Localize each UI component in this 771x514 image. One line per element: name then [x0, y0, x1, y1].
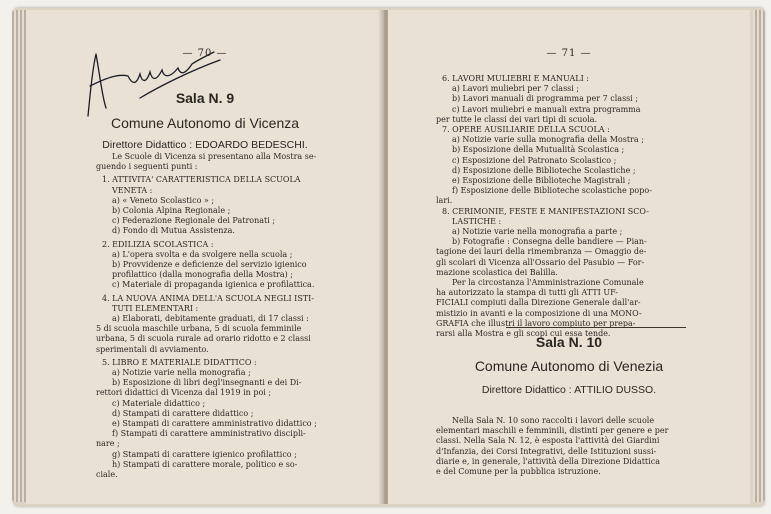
list-item: ciale.	[96, 470, 118, 480]
list-item: rarsi alla Mostra e gli scopi cui essa tende.	[436, 329, 611, 339]
section-heading: 1. ATTIVITA' CARATTERISTICA DELLA SCUOLA	[102, 175, 301, 185]
closing-paragraph	[436, 416, 668, 477]
page-number: — 70 —	[182, 48, 228, 59]
list-item: b) Provvidenze e deficienze del servizio igienico	[112, 260, 307, 270]
list-item: b) Esposizione della Mutualità Scolastica ;	[452, 145, 625, 155]
comune-title: Comune Autonomo di Vicenza	[110, 115, 300, 131]
list-item: sperimentali di avviamento.	[96, 344, 209, 354]
paragraph-line: diarie e, in generale, l'attività della Direzione Didattica	[436, 456, 660, 466]
list-item: nare ;	[96, 439, 120, 449]
list-item: b) Lavori manuali di programma per 7 classi ;	[452, 94, 639, 104]
list-item: profilattico (dalla monografia della Mostra) ;	[112, 270, 293, 280]
section-heading: 8. CERIMONIE, FESTE E MANIFESTAZIONI SCO-	[442, 206, 649, 216]
list-item: tagione dei lauri della rimembranza — Omaggio de-	[436, 247, 647, 257]
left-page	[26, 10, 384, 504]
direttore-line: Direttore Didattico : ATTILIO DUSSO.	[481, 384, 657, 396]
paragraph-line: Nella Sala N. 10 sono raccolti i lavori delle scuole	[452, 416, 655, 425]
direttore-line: Direttore Didattico : EDOARDO BEDESCHI.	[102, 139, 308, 151]
list-item: c) Esposizione del Patronato Scolastico ;	[452, 155, 617, 165]
list-item: a) Notizie varie nella monografia ;	[112, 368, 251, 378]
list-item: a) L'opera svolta e da svolgere nella scuola ;	[112, 249, 293, 259]
list-item: d) Fondo di Mutua Assistenza.	[112, 226, 235, 236]
page-edges-right	[753, 10, 765, 502]
intro-line: Le Scuole di Vicenza si presentano alla Mostra se-	[112, 152, 317, 161]
list-item: h) Stampati di carattere morale, politico e so-	[112, 459, 298, 469]
list-item: a) Elaborati, debitamente graduati, di 17 classi :	[112, 314, 309, 324]
list-item: b) Colonia Alpina Regionale ;	[112, 206, 231, 216]
sala-title: Sala N. 9	[175, 90, 235, 106]
paragraph-line: d'Infanzia, dei Corsi Integrativi, delle Istituzioni sussi-	[436, 446, 657, 456]
list-item: e) Esposizione delle Biblioteche Magistrali ;	[452, 176, 631, 186]
list-item: rettori didattici di Vicenza dal 1919 in poi ;	[96, 388, 272, 398]
left-page-body	[96, 152, 317, 480]
sala-title: Sala N. 10	[535, 334, 603, 350]
list-item: mazione scolastica dei Balilla.	[436, 267, 558, 277]
section-divider	[506, 327, 686, 328]
list-item: c) Lavori muliebri e manuali extra programma	[452, 104, 641, 114]
page-number: — 71 —	[546, 48, 592, 59]
right-page-body	[436, 74, 652, 339]
comune-title: Comune Autonomo di Venezia	[474, 358, 664, 374]
intro-line: guendo i seguenti punti :	[96, 162, 198, 172]
list-item: Per la circostanza l'Amministrazione Comunale	[452, 278, 644, 288]
section-heading: 7. OPERE AUSILIARIE DELLA SCUOLA :	[442, 125, 610, 135]
section-heading: TUTI ELEMENTARI :	[112, 303, 199, 313]
list-item: a) Notizie varie nella monografia a parte ;	[452, 227, 623, 237]
section-heading: 2. EDILIZIA SCOLASTICA :	[102, 239, 214, 249]
list-item: c) Materiale didattico ;	[112, 398, 206, 408]
section-heading: LASTICHE :	[452, 216, 502, 226]
list-item: 5 di scuola maschile urbana, 5 di scuola femminile	[96, 324, 302, 334]
section-heading: 5. LIBRO E MATERIALE DIDATTICO :	[102, 357, 257, 367]
paragraph-line: elementari maschili e femminili, distinti per genere e per	[436, 426, 669, 436]
list-item: FICIALI compiuti dalla Direzione Generale dall'ar-	[436, 298, 641, 308]
section-heading: 6. LAVORI MULIEBRI E MANUALI :	[442, 74, 589, 83]
list-item: GRAFIA che illustri il lavoro compiuto per prepa-	[436, 318, 636, 328]
list-item: g) Stampati di carattere igienico profilattico ;	[112, 449, 297, 459]
list-item: b) Fotografie : Consegna delle bandiere — Pian-	[452, 237, 647, 247]
list-item: a) Notizie varie sulla monografia della Mostra ;	[452, 135, 644, 145]
paragraph-line: e del Comune per la pubblica istruzione.	[436, 467, 601, 477]
right-page	[388, 10, 750, 504]
list-item: per tutte le classi dei vari tipi di scuola.	[436, 114, 598, 124]
list-item: mistizio in avanti e la composizione di una MONO-	[436, 308, 642, 318]
list-item: urbana, 5 di scuola rurale ad orario ridotto e 2 classi	[96, 334, 311, 344]
section-heading: VENETA :	[112, 185, 153, 195]
list-item: b) Esposizione di libri degl'insegnanti e dei Di-	[112, 378, 302, 388]
page-edges-left	[12, 10, 26, 502]
section-heading: 4. LA NUOVA ANIMA DELL'A SCUOLA NEGLI ISTI-	[102, 293, 314, 303]
list-item: a) « Veneto Scolastico » ;	[112, 195, 215, 205]
list-item: d) Esposizione delle Biblioteche Scolastiche ;	[452, 165, 636, 175]
list-item: f) Esposizione delle Biblioteche scolastiche popo-	[452, 186, 652, 196]
list-item: a) Lavori muliebri per 7 classi ;	[452, 84, 580, 94]
list-item: e) Stampati di carattere amministrativo didattico ;	[112, 419, 317, 429]
paragraph-line: classi. Nella Sala N. 12, è esposta l'attività dei Giardini	[436, 436, 660, 446]
list-item: gli scolari di Vicenza all'Ossario del Pasubio — For-	[436, 257, 645, 267]
list-item: c) Federazione Regionale dei Patronati ;	[112, 216, 276, 226]
list-item: d) Stampati di carattere didattico ;	[112, 408, 254, 418]
list-item: f) Stampati di carattere amministrativo discipli-	[112, 429, 306, 439]
list-item: c) Materiale di propaganda igienica e profilattica.	[112, 280, 315, 290]
list-item: ha autorizzato la stampa di tutti gli ATTI UF-	[436, 288, 618, 298]
list-item: lari.	[436, 196, 453, 206]
